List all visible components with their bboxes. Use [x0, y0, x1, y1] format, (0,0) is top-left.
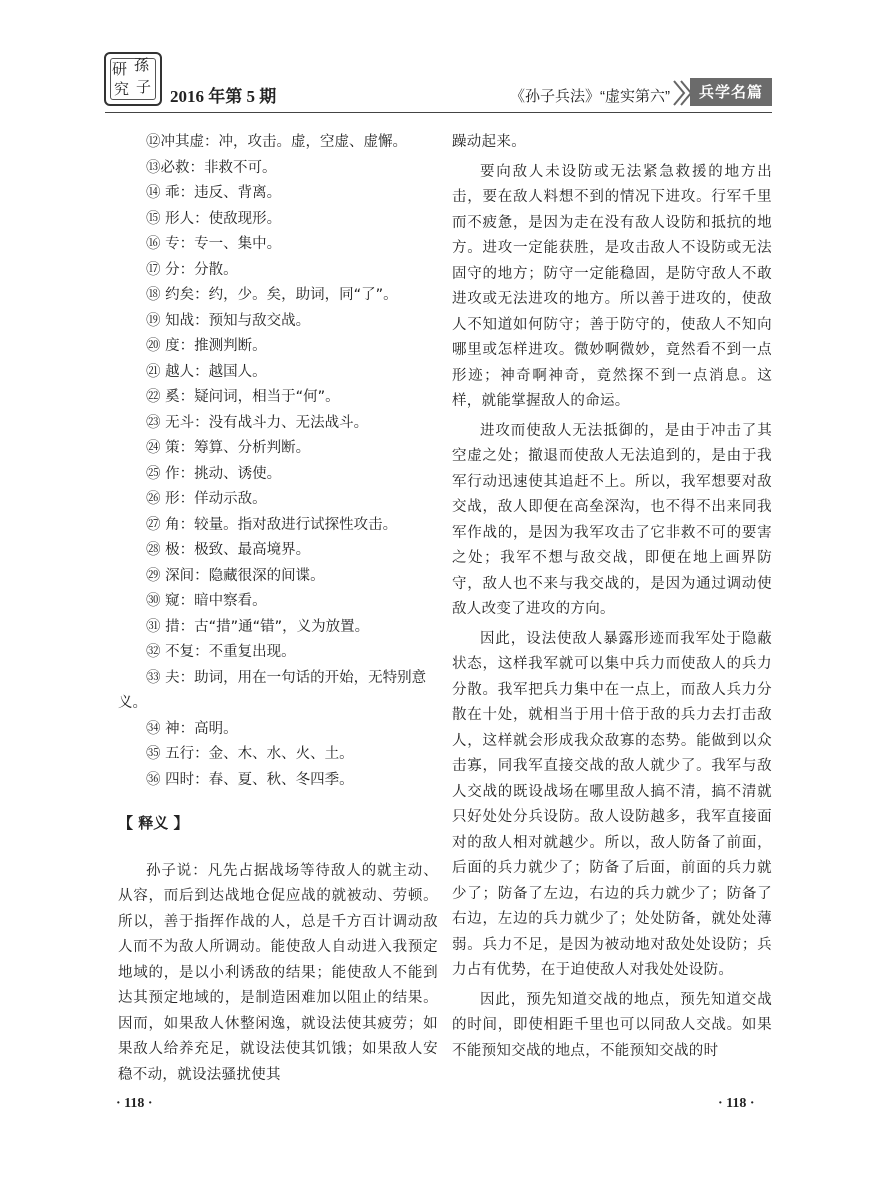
note-item: ㉕ 作：挑动、诱使。 [146, 465, 282, 482]
body-paragraph: 因此，设法使敌人暴露形迹而我军处于隐蔽状态，这样我军就可以集中兵力而使敌人的兵力分散。我军把兵力集中在一点上，而敌人兵力分散在十处，就相当于用十倍于敌的兵力去打击敌人，这样就会形成我众敌寡的态势。能做到以众击寡，同我军直接交战的敌人就少了。我军与敌人交战的既设战场在哪里敌人搞不清，搞不清就只好处处分兵设防。敌人设防越多，我军直接面对的敌人相对就越少。所以，敌人防备了前面，后面的兵力就少了；防备了后面，前面的兵力就少了；防备了左边，右边的兵力就少了；防备了右边，左边的兵力就少了；处处防备，就处处薄弱。兵力不足，是因为被动地对敌处处设防；兵力占有优势，在于迫使敌人对我处处设防。 [452, 630, 772, 978]
section-heading: 【 释义 】 [118, 814, 189, 832]
body-paragraph: 要向敌人未设防或无法紧急救援的地方出击，要在敌人料想不到的情况下进攻。行军千里而不疲惫，是因为走在没有敌人设防和抵抗的地方。进攻一定能获胜，是攻击敌人不设防或无法固守的地方；防守一定能稳固，是防守敌人不敢进攻或无法进攻的地方。所以善于进攻的，使敌人不知道如何防守；善于防守的，使敌人不知向哪里或怎样进攻。微妙啊微妙，竟然看不到一点形迹；神奇啊神奇，竟然探不到一点消息。这样，就能掌握敌人的命运。 [452, 163, 772, 409]
note-item: ⑭ 乖：违反、背离。 [146, 185, 282, 201]
note-item: ㉞ 神：高明。 [146, 720, 238, 737]
note-item: ㉟ 五行：金、木、水、火、土。 [146, 746, 354, 762]
note-item: ㉓ 无斗：没有战斗力、无法战斗。 [146, 414, 369, 431]
note-item: ⑰ 分：分散。 [146, 261, 238, 278]
note-item: ㉘ 极：极致、最高境界。 [146, 542, 311, 558]
logo-char: 究 [114, 80, 130, 98]
note-item: ⑱ 约矣：约，少。矣，助词，同“了”。 [146, 287, 398, 303]
note-item: ㉝ 夫：助词，用在一句话的开始，无特别意义。 [118, 669, 427, 711]
note-item: ㉙ 深间：隐藏很深的间谍。 [146, 567, 325, 584]
page-number: · 118 · [718, 1096, 755, 1111]
note-item: ⑬必救：非救不可。 [146, 159, 277, 176]
column-tag: 兵学名篇 [690, 78, 772, 106]
right-column [452, 130, 772, 1064]
note-item: ⑲ 知战：预知与敌交战。 [146, 312, 311, 329]
note-item: ㉔ 策：筹算、分析判断。 [146, 440, 311, 456]
note-item: ㉑ 越人：越国人。 [146, 363, 267, 380]
page-number: · 118 · [116, 1096, 153, 1111]
journal-logo [104, 52, 162, 106]
body-paragraph: 因此，预先知道交战的地点，预先知道交战的时间，即使相距千里也可以同敌人交战。如果不能预知交战的地点，不能预知交战的时 [452, 991, 772, 1059]
note-item: ㉜ 不复：不重复出现。 [146, 644, 296, 660]
note-item: ⑫冲其虚：冲，攻击。虚，空虚、虚懈。 [146, 134, 407, 150]
note-item: ㉚ 窥：暗中察看。 [146, 593, 267, 609]
body-paragraph: 孙子说：凡先占据战场等待敌人的就主动、从容，而后到达战地仓促应战的就被动、劳顿。所以，善于指挥作战的人，总是千方百计调动敌人而不为敌人所调动。能使敌人自动进入我预定地域的，是以小利诱敌的结果；能使敌人不能到达其预定地域的，是制造困难加以阻止的结果。因而，如果敌人休整闲逸，就设法使其疲劳；如果敌人给养充足，就设法使其饥饿；如果敌人安稳不动，就设法骚扰使其 [118, 862, 438, 1083]
left-column [118, 130, 438, 1088]
note-item: ㉒ 奚：疑问词，相当于“何”。 [146, 389, 340, 405]
note-item: ㉛ 措：古“措”通“错”，义为放置。 [146, 618, 370, 635]
note-item: ㉗ 角：较量。指对敌进行试探性攻击。 [146, 516, 398, 533]
note-item: ㉖ 形：佯动示敌。 [146, 491, 267, 507]
note-item: ⑯ 专：专一、集中。 [146, 236, 282, 252]
note-item: ㊱ 四时：春、夏、秋、冬四季。 [146, 771, 354, 788]
body-paragraph: 进攻而使敌人无法抵御的，是由于冲击了其空虚之处；撤退而使敌人无法追到的，是由于我军行动迅速使其追赶不上。所以，我军想要对敌交战，敌人即便在高垒深沟，也不得不出来同我军作战的，是因为我军攻击了它非救不可的要害之处；我军不想与敌交战，即便在地上画界防守，敌人也不来与我交战的，是因为通过调动使敌人改变了进攻的方向。 [452, 422, 772, 617]
logo-char: 孫 [134, 56, 150, 74]
issue-label: 2016 年第 5 期 [170, 87, 277, 106]
body-paragraph: 躁动起来。 [452, 134, 526, 150]
article-title: 《孙子兵法》“虚实第六” [510, 88, 670, 105]
logo-char: 子 [136, 78, 152, 96]
header-rule [105, 112, 772, 113]
logo-char: 研 [112, 60, 128, 78]
note-item: ⑮ 形人：使敌现形。 [146, 210, 282, 227]
note-item: ⑳ 度：推测判断。 [146, 338, 267, 354]
